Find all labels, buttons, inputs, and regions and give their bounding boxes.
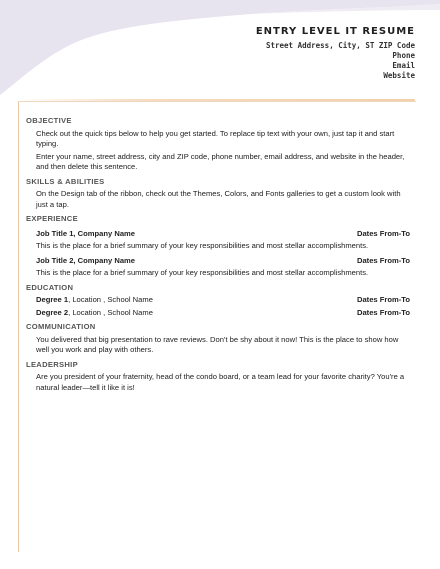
education-heading: EDUCATION (26, 282, 74, 292)
job-entry-1 (26, 229, 412, 240)
leadership-heading: LEADERSHIP (26, 359, 78, 369)
skills-paragraph: On the Design tab of the ribbon, check out the Themes, Colors, and Fonts galleries to get a custom look with just a tap. (36, 189, 401, 209)
degree-dates: Dates From-To (356, 295, 410, 304)
resume-title: ENTRY LEVEL IT RESUME (255, 26, 415, 37)
objective-paragraph-1: Check out the quick tips below to help you get started. To replace tip text with your own, just tap it and start typing. (36, 128, 395, 148)
contact-info (256, 41, 415, 81)
job-entry-2 (26, 256, 412, 267)
experience-heading: EXPERIENCE (26, 214, 78, 223)
street-address: Street Address, City, ST ZIP Code (265, 41, 415, 50)
degree-info (36, 295, 153, 306)
degree-location-school: , Location , School Name (68, 307, 153, 317)
job-title: Job Title 2, Company Name (36, 255, 136, 265)
degree-info (36, 308, 153, 319)
objective-heading: OBJECTIVE (26, 116, 72, 125)
communication-heading: COMMUNICATION (26, 322, 96, 331)
degree-location-school: , Location , School Name (68, 295, 153, 304)
phone: Phone (392, 51, 415, 60)
email: Email (392, 61, 415, 70)
objective-paragraph-2: Enter your name, street address, city and ZIP code, phone number, email address, and website in the header, and then delete this sentence. (36, 151, 405, 171)
website: Website (383, 71, 415, 80)
communication-paragraph: You delivered that big presentation to rave reviews. Don't be shy about it now! This is the place to show how well you work and play with others. (36, 334, 399, 354)
leadership-paragraph: Are you president of your fraternity, head of the condo board, or a team lead for your favorite charity? You're a natural leader—tell it like it is! (36, 372, 405, 392)
resume-body (26, 112, 412, 395)
job-summary: This is the place for a brief summary of your key responsibilities and most stellar accomplishments. (36, 241, 369, 250)
job-title: Job Title 1, Company Name (36, 228, 136, 238)
degree-name: Degree 1 (36, 295, 69, 304)
education-entry-2 (26, 308, 412, 319)
resume-header (256, 26, 415, 81)
skills-heading: SKILLS & ABILITIES (26, 176, 105, 186)
job-dates: Dates From-To (356, 228, 410, 238)
job-summary: This is the place for a brief summary of your key responsibilities and most stellar accomplishments. (36, 268, 369, 277)
degree-dates: Dates From-To (356, 307, 410, 317)
job-dates: Dates From-To (356, 255, 410, 265)
degree-name: Degree 2 (36, 307, 69, 317)
education-entry-1 (26, 295, 412, 306)
